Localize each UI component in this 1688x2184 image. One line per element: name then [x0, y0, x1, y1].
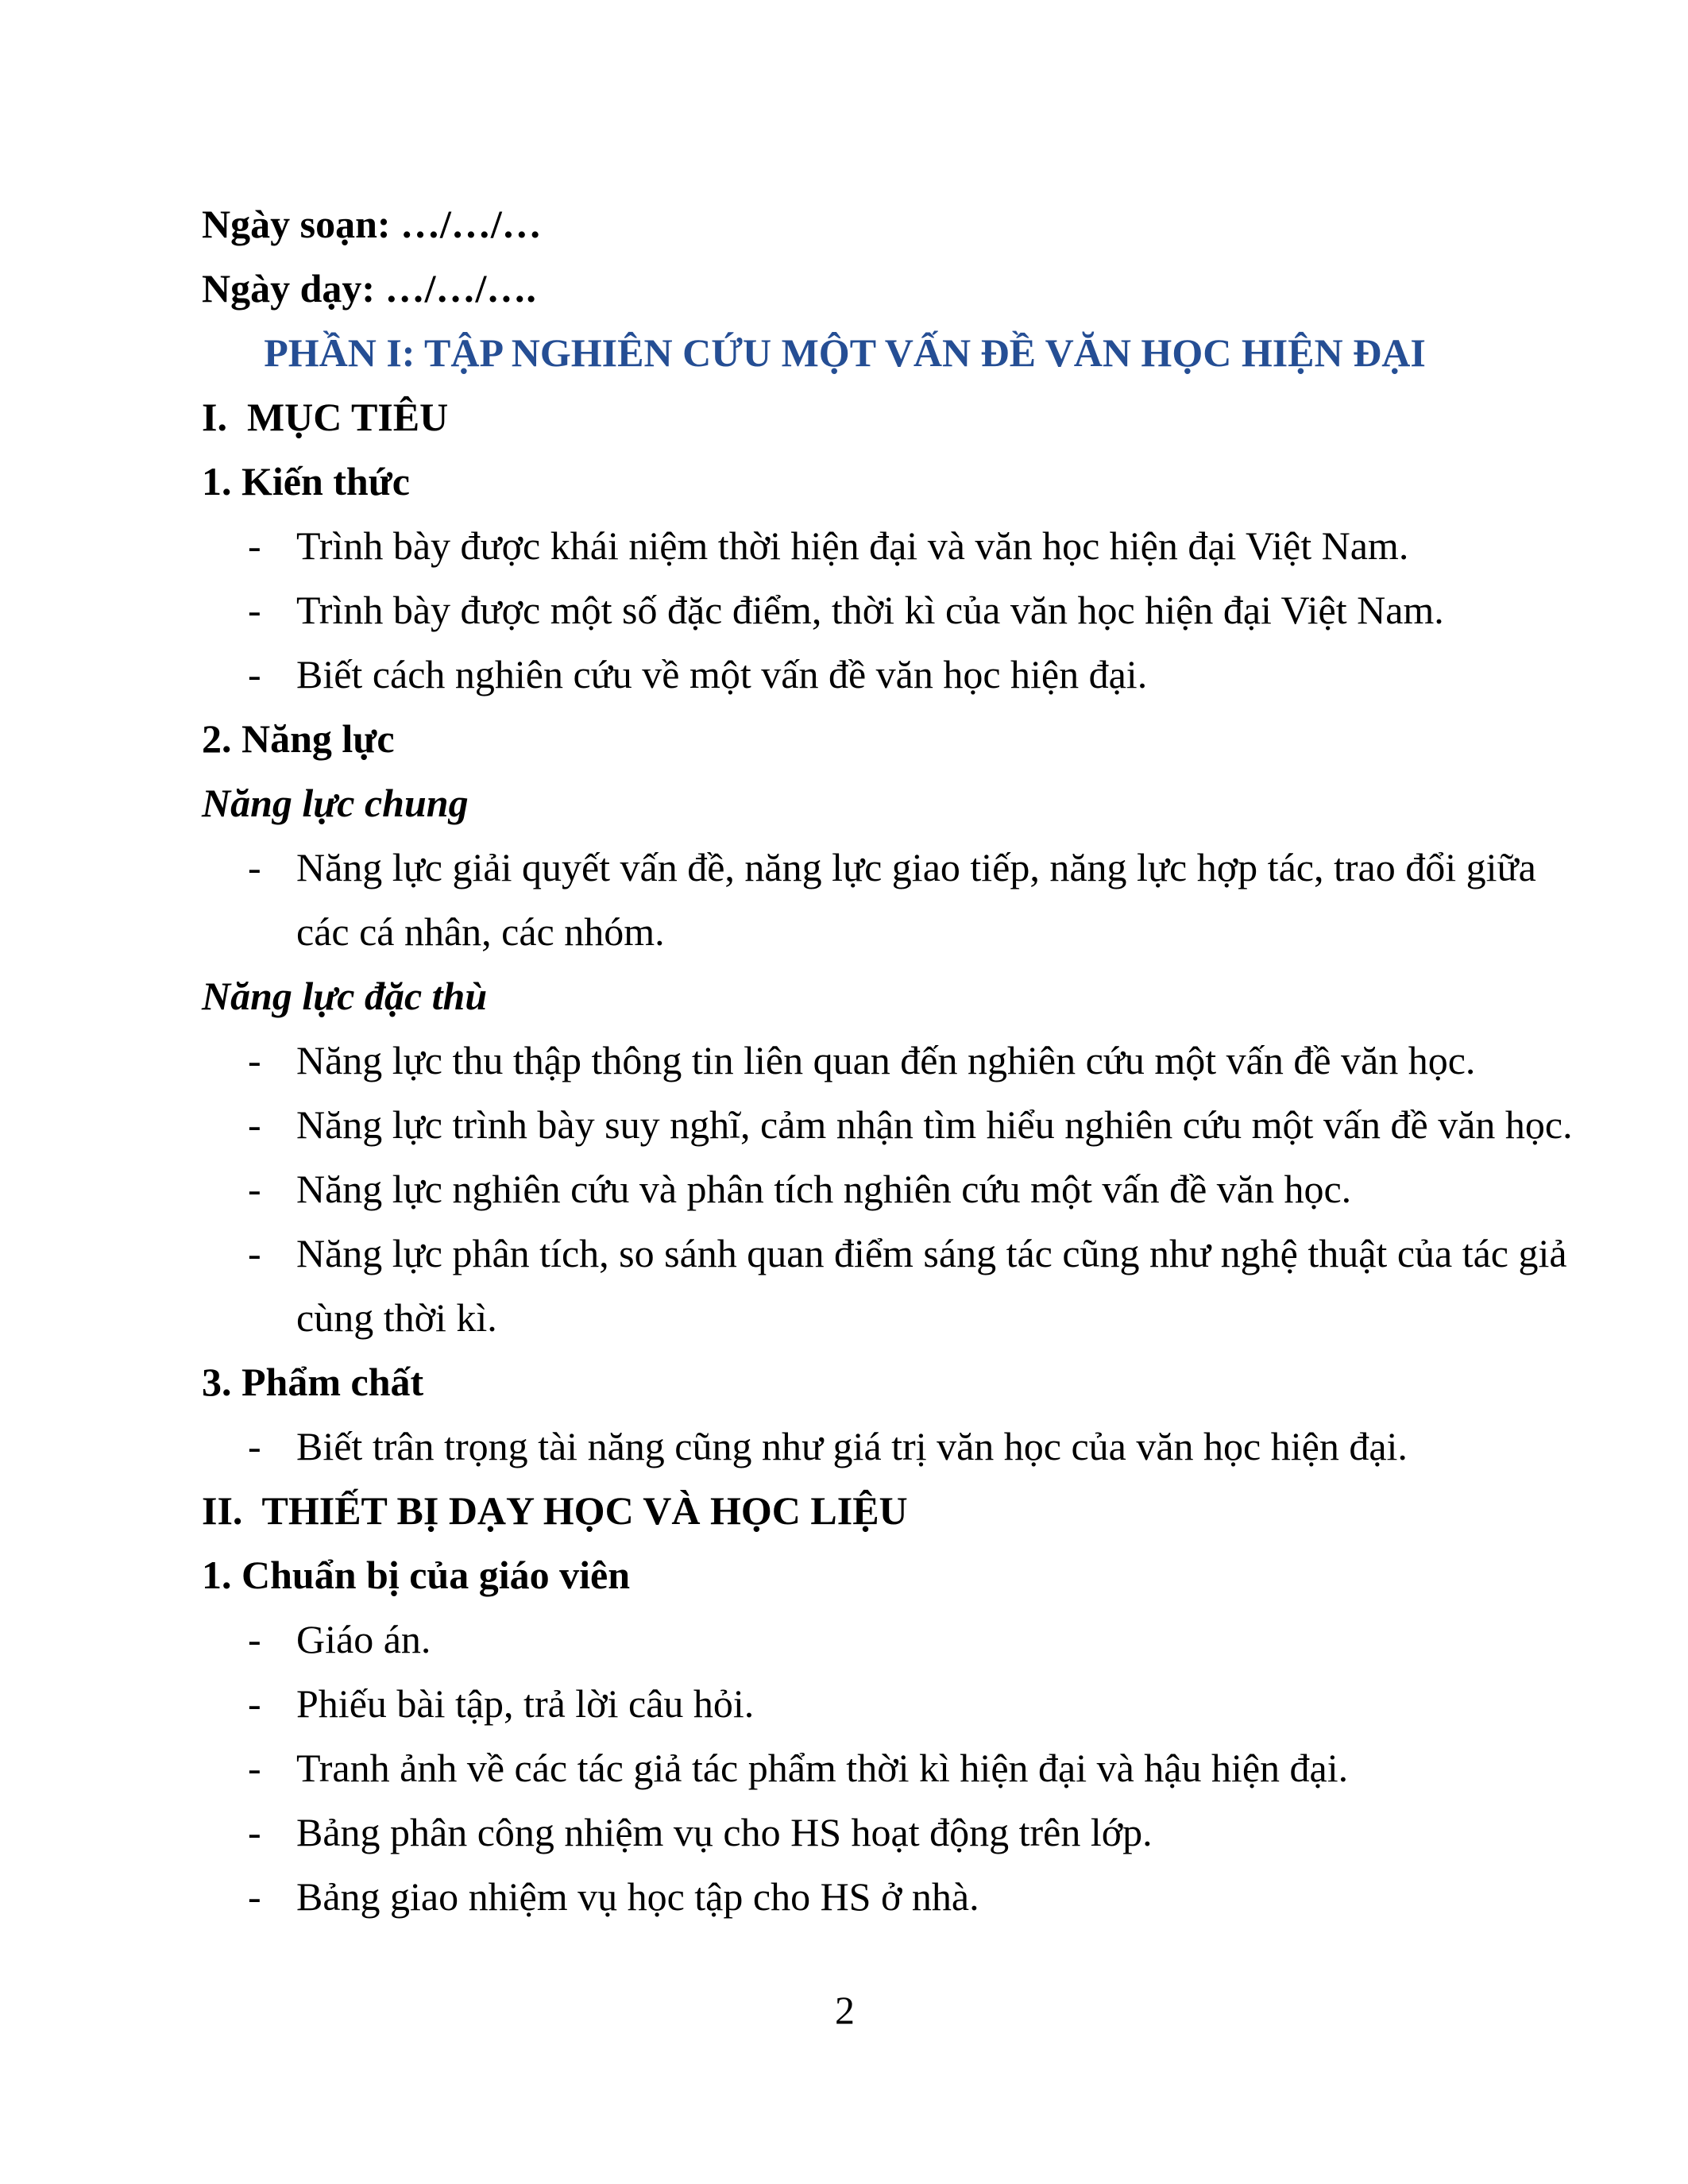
bullet-dash: -: [248, 652, 261, 696]
section-ii-heading: II. THIẾT BỊ DẠY HỌC VÀ HỌC LIỆU: [202, 1488, 908, 1533]
bullet-text: Bảng giao nhiệm vụ học tập cho HS ở nhà.: [296, 1874, 979, 1919]
bullet-text: Năng lực giải quyết vấn đề, năng lực giao tiếp, năng lực hợp tác, trao đổi giữa: [296, 845, 1536, 889]
bullet-text: Trình bày được một số đặc điểm, thời kì của văn học hiện đại Việt Nam.: [296, 588, 1444, 632]
bullet-text: Biết trân trọng tài năng cũng như giá trị văn học của văn học hiện đại.: [296, 1424, 1408, 1468]
bullet-item: [202, 1736, 1488, 1800]
bullet-dash: -: [248, 1102, 261, 1147]
bullet-item: [202, 1221, 1567, 1286]
bullet-dash: -: [248, 523, 261, 568]
date-composed-line: Ngày soạn: …/…/…: [202, 202, 542, 246]
part-title: PHẦN I: TẬP NGHIÊN CỨU MỘT VẤN ĐỀ VĂN HỌC HIỆN ĐẠI: [264, 330, 1426, 375]
bullet-text: Tranh ảnh về các tác giả tác phẩm thời kì hiện đại và hậu hiện đại.: [296, 1746, 1349, 1790]
bullet-continuation: cùng thời kì.: [296, 1295, 497, 1340]
date-taught-line: Ngày dạy: …/…/….: [202, 266, 536, 311]
bullet-item: [202, 835, 1536, 900]
knowledge-heading: 1. Kiến thức: [202, 459, 410, 504]
bullet-text: Năng lực thu thập thông tin liên quan đến nghiên cứu một vấn đề văn học.: [296, 1038, 1476, 1082]
bullet-dash: -: [248, 1617, 261, 1661]
bullet-dash: -: [248, 1167, 261, 1211]
bullet-item: [202, 1028, 1488, 1093]
bullet-item: [202, 1414, 1488, 1479]
bullet-item: [202, 1865, 1488, 1929]
bullet-text: Trình bày được khái niệm thời hiện đại và văn học hiện đại Việt Nam.: [296, 523, 1409, 568]
bullet-dash: -: [248, 588, 261, 632]
bullet-item: [202, 1607, 1488, 1672]
bullet-dash: -: [248, 1746, 261, 1790]
specific-competency-subheading: Năng lực đặc thù: [202, 974, 488, 1018]
teacher-preparation-heading: 1. Chuẩn bị của giáo viên: [202, 1553, 631, 1597]
bullet-dash: -: [248, 845, 261, 889]
bullet-item: [202, 1157, 1488, 1221]
bullet-dash: -: [248, 1874, 261, 1919]
bullet-text: Giáo án.: [296, 1617, 431, 1661]
bullet-dash: -: [248, 1231, 261, 1275]
bullet-text: Năng lực trình bày suy nghĩ, cảm nhận tìm hiểu nghiên cứu một vấn đề văn học.: [296, 1102, 1573, 1147]
competency-heading: 2. Năng lực: [202, 716, 395, 761]
bullet-dash: -: [248, 1424, 261, 1468]
bullet-item: [202, 514, 1488, 578]
bullet-dash: -: [248, 1038, 261, 1082]
bullet-dash: -: [248, 1810, 261, 1854]
bullet-text: Bảng phân công nhiệm vụ cho HS hoạt động trên lớp.: [296, 1810, 1153, 1854]
bullet-item: [202, 1800, 1488, 1865]
quality-heading: 3. Phẩm chất: [202, 1360, 424, 1404]
bullet-text: Biết cách nghiên cứu về một vấn đề văn học hiện đại.: [296, 652, 1148, 696]
bullet-item: [202, 1093, 1573, 1157]
bullet-item: [202, 578, 1488, 642]
bullet-item: [202, 642, 1488, 707]
page-number: 2: [835, 1988, 855, 2032]
bullet-continuation: các cá nhân, các nhóm.: [296, 909, 665, 954]
bullet-dash: -: [248, 1681, 261, 1726]
bullet-text: Năng lực nghiên cứu và phân tích nghiên cứu một vấn đề văn học.: [296, 1167, 1352, 1211]
section-i-heading: I. MỤC TIÊU: [202, 395, 449, 439]
bullet-item: [202, 1672, 1488, 1736]
general-competency-subheading: Năng lực chung: [202, 781, 469, 825]
bullet-text: Phiếu bài tập, trả lời câu hỏi.: [296, 1681, 755, 1726]
bullet-text: Năng lực phân tích, so sánh quan điểm sáng tác cũng như nghệ thuật của tác giả: [296, 1231, 1567, 1275]
